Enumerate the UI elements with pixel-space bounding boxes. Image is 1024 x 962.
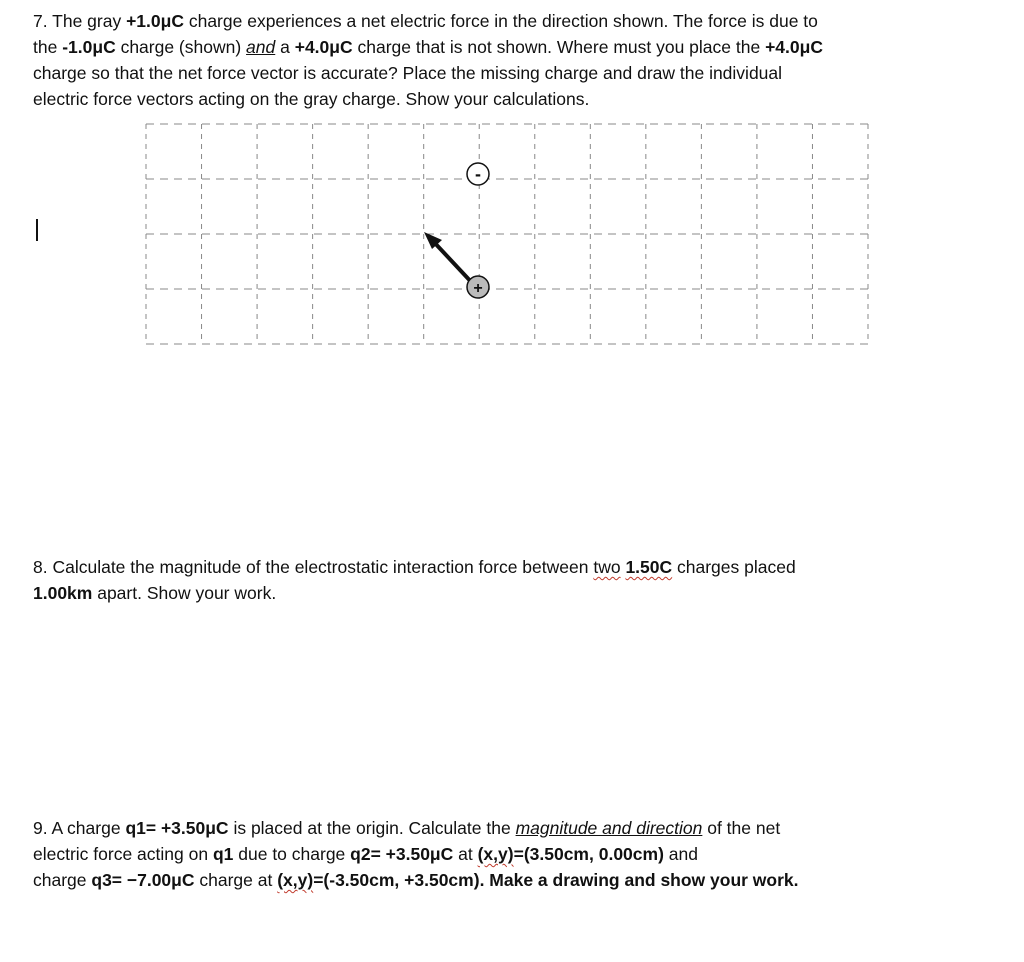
positive-gray-charge (467, 276, 489, 298)
q9-charge-q3: q3= −7.00μC (91, 870, 195, 890)
text-cursor (36, 219, 38, 241)
q7-line-2 (33, 34, 983, 60)
q9-coord-1: =(3.50cm, 0.00cm) (513, 844, 664, 864)
q9-line-1 (33, 815, 983, 841)
q7-text: charge experiences a net electric force in the direction shown. The force is due to (183, 11, 818, 31)
q7-text: charge that is not shown. Where must you place the (352, 37, 766, 57)
question-8 (33, 554, 983, 606)
q9-text: . Make a drawing and show your work. (479, 870, 799, 890)
dashed-grid (146, 124, 868, 344)
q9-charge-q2: q2= +3.50μC (350, 844, 454, 864)
force-vector-arrow (424, 232, 475, 286)
q9-text: charge (33, 870, 92, 890)
q7-charge-missing-2: +4.0μC (765, 37, 823, 57)
q9-text: at (453, 844, 478, 864)
q8-line-2 (33, 580, 983, 606)
q7-text: 7. The gray (33, 11, 127, 31)
q8-word-two: two (593, 557, 621, 577)
negative-charge (467, 163, 489, 185)
q9-text: and (663, 844, 698, 864)
q8-text: apart. Show your work. (92, 583, 277, 603)
q7-text: the (33, 37, 63, 57)
q9-xy-label-1: (x,y) (477, 844, 514, 864)
q9-text: of the net (702, 818, 781, 838)
q8-line-1 (33, 554, 983, 580)
q7-line-4: electric force vectors acting on the gray charge. Show your calculations. (33, 89, 590, 109)
q9-coord-2: =(-3.50cm, +3.50cm) (313, 870, 480, 890)
q9-text: electric force acting on (33, 844, 213, 864)
q9-text: charge at (194, 870, 278, 890)
q8-charge-value: 1.50C (625, 557, 673, 577)
q7-text: a (275, 37, 295, 57)
q9-emphasis: magnitude and direction (515, 818, 703, 838)
q7-charge-gray: +1.0μC (126, 11, 184, 31)
q8-distance: 1.00km (33, 583, 93, 603)
q8-text: 8. Calculate the magnitude of the electrostatic interaction force between (33, 557, 594, 577)
q9-line-2 (33, 841, 983, 867)
q9-line-3 (33, 867, 983, 893)
question-7 (33, 8, 983, 112)
positive-symbol: + (473, 280, 483, 297)
q9-text: 9. A charge (33, 818, 126, 838)
negative-symbol: - (475, 164, 481, 184)
q7-charge-negative: -1.0μC (62, 37, 116, 57)
charge-grid-diagram (140, 118, 872, 348)
question-9 (33, 815, 983, 893)
q7-text: charge (shown) (115, 37, 247, 57)
q7-line-1 (33, 8, 983, 34)
q7-charge-missing: +4.0μC (294, 37, 353, 57)
q9-xy-label-2: (x,y) (277, 870, 314, 890)
q9-text: is placed at the origin. Calculate the (228, 818, 516, 838)
q7-emphasis-and: and (246, 37, 276, 57)
q9-q1-ref: q1 (212, 844, 234, 864)
q9-text: due to charge (233, 844, 351, 864)
q8-text: charges placed (672, 557, 796, 577)
q9-charge-q1: q1= +3.50μC (125, 818, 229, 838)
q7-line-3: charge so that the net force vector is accurate? Place the missing charge and draw the individual (33, 63, 783, 83)
